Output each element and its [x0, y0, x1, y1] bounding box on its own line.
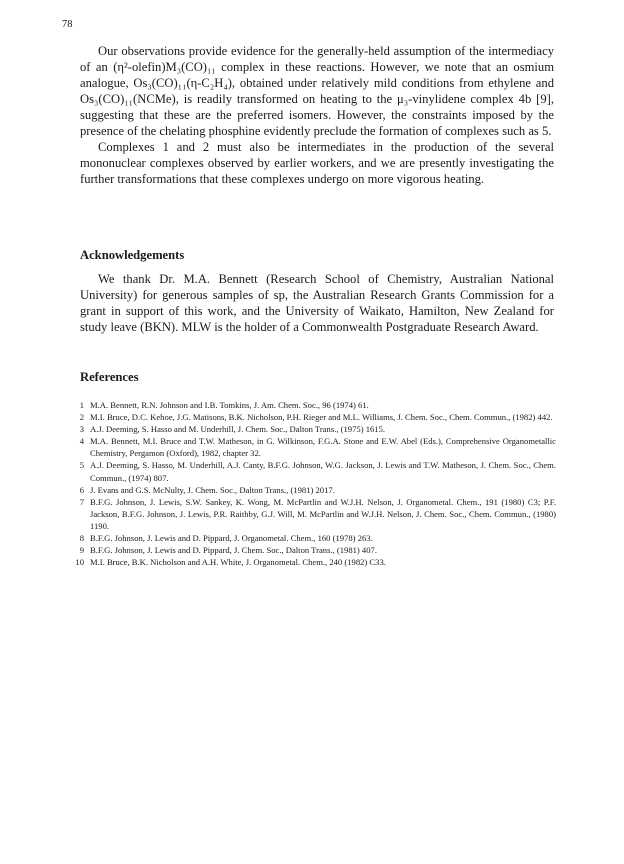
acknowledgements-section	[80, 271, 554, 335]
main-text	[80, 43, 554, 187]
reference-number: 9	[79, 545, 84, 556]
reference-number: 1	[79, 400, 84, 410]
reference-text: M.A. Bennett, R.N. Johnson and I.B. Tomkins, J. Am. Chem. Soc., 96 (1974) 61.	[90, 400, 369, 410]
reference-text: B.F.G. Johnson, J. Lewis and D. Pippard, J. Organometal. Chem., 160 (1978) 263.	[90, 533, 373, 544]
reference-number: 4	[79, 436, 84, 447]
reference-item	[74, 484, 556, 496]
reference-text: A.J. Deeming, S. Hasso and M. Underhill, J. Chem. Soc., Dalton Trans., (1975) 1615.	[90, 424, 386, 435]
reference-text: B.F.G. Johnson, J. Lewis and D. Pippard, J. Chem. Soc., Dalton Trans., (1981) 407.	[90, 545, 377, 556]
reference-number: 6	[79, 484, 84, 495]
reference-item	[74, 411, 556, 423]
acknowledgements-heading: Acknowledgements	[80, 248, 185, 262]
references-list	[74, 399, 556, 568]
reference-number: 3	[79, 424, 84, 435]
reference-text: J. Evans and G.S. McNulty, J. Chem. Soc., Dalton Trans., (1981) 2017.	[90, 484, 335, 495]
reference-item	[74, 423, 556, 435]
reference-text: M.A. Bennett, M.I. Bruce and T.W. Matheson, in G. Wilkinson, F.G.A. Stone and E.W. Abel (Eds.), Comprehensive Organometallic Chemistry, Pergamon (Oxford), 1982, chapter 32.	[90, 436, 556, 459]
reference-text: M.I. Bruce, D.C. Kehoe, J.G. Matisons, B.K. Nicholson, P.H. Rieger and M.L. Williams, J. Chem. Soc., Chem. Commun., (1982) 442.	[90, 412, 553, 423]
reference-item	[74, 544, 556, 556]
reference-text: B.F.G. Johnson, J. Lewis, S.W. Sankey, K. Wong, M. McPartlin and W.J.H. Nelson, J. Organometal. Chem., 191 (1980) C3; P.F. Jackson, B.F.G. Johnson, J. Lewis, P.R. Raithby, G.J. Will, M. McPartlin and W.J.H. Nelson, J. Chem. Soc., Chem. Commun., (1980) 1190.	[90, 496, 556, 531]
reference-item	[74, 556, 556, 568]
reference-item	[74, 532, 556, 544]
acknowledgements-text: We thank Dr. M.A. Bennett (Research School of Chemistry, Australian National University) for generous samples of sp, the Australian Research Grants Commission for a grant in support of this work, and the University of Waikato, Hamilton, New Zealand for study leave (BKN). MLW is the holder of a Commonwealth Postgraduate Research Award.	[80, 272, 554, 334]
references-heading: References	[80, 370, 139, 384]
reference-item	[74, 399, 556, 411]
reference-number: 7	[79, 496, 84, 507]
paragraph-intermediacy: Our observations provide evidence for the generally-held assumption of the intermediacy of an (η²-olefin)M₃(CO)₁₁ complex in these reactions. However, we note that an osmium analogue, Os₃(CO)₁₁(η-C₂H₄), obtained under relatively mild conditions from ethylene and Os₃(CO)₁₁(NCMe), is readily transformed on heating to the μ₃-vinylidene complex 4b [9], suggesting that these are the preferred isomers. However, the constraints imposed by the presence of the chelating phosphine evidently preclude the formation of complexes such as 5.	[80, 44, 554, 138]
page-number: 78	[62, 19, 73, 30]
reference-text: M.I. Bruce, B.K. Nicholson and A.H. White, J. Organometal. Chem., 240 (1982) C33.	[90, 557, 386, 568]
paragraph-complexes: Complexes 1 and 2 must also be intermediates in the production of the several mononuclear complexes observed by earlier workers, and we are presently investigating the further transformations that these complexes undergo on more vigorous heating.	[80, 140, 554, 186]
reference-number: 5	[79, 460, 84, 471]
reference-item	[74, 496, 556, 532]
reference-item	[74, 459, 556, 483]
reference-number: 8	[79, 533, 84, 544]
reference-item	[74, 435, 556, 459]
reference-text: A.J. Deeming, S. Hasso, M. Underhill, A.J. Canty, B.F.G. Johnson, W.G. Jackson, J. Lewis and T.W. Matheson, J. Chem. Soc., Chem. Commun., (1974) 807.	[90, 460, 556, 483]
reference-number: 10	[75, 557, 84, 568]
reference-number: 2	[79, 412, 84, 423]
